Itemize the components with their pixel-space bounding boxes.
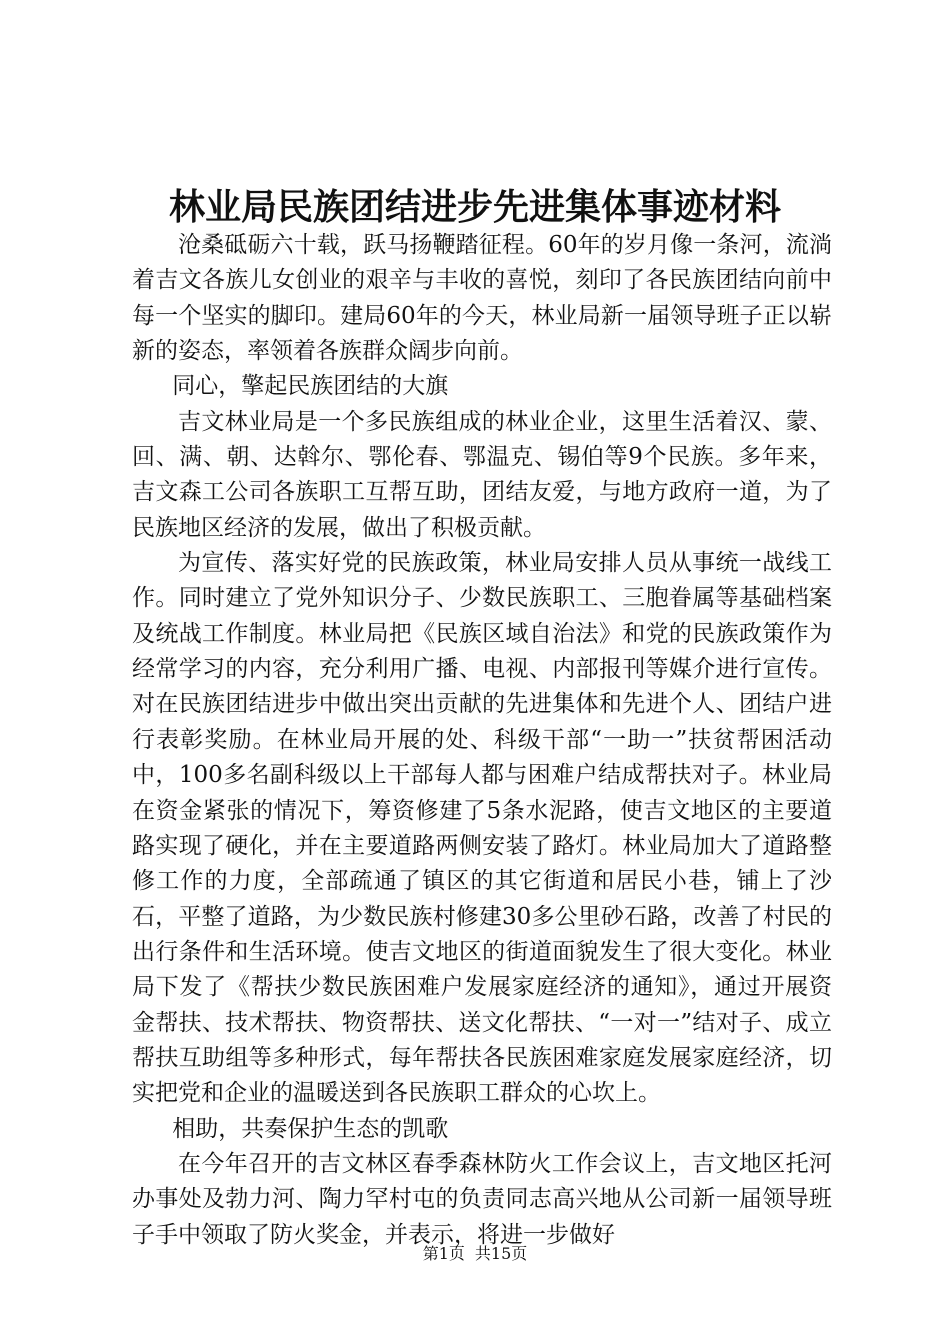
section-heading-ecology: 相助，共奏保护生态的凯歌 xyxy=(172,1115,449,1142)
paragraph-intro: 沧桑砥砺六十载，跃马扬鞭踏征程。60年的岁月像一条河，流淌着吉文各族儿女创业的艰辛与丰收的喜悦，刻印了各民族团结向前中每一个坚实的脚印。建局60年的今天，林业局新一届领导班子正以崭新的姿态，率领着各族群众阔步向前。 xyxy=(132,232,832,365)
paragraph-fire-prevention: 在今年召开的吉文林区春季森林防火工作会议上，吉文地区托河办事处及勃力河、陶力罕村屯的负责同志高兴地从公司新一届领导班子手中领取了防火奖金，并表示，将进一步做好 xyxy=(132,1150,832,1248)
document-title: 林业局民族团结进步先进集体事迹材料 xyxy=(168,186,781,228)
section-heading-unity: 同心，擎起民族团结的大旗 xyxy=(172,373,449,400)
page-footer xyxy=(0,1243,950,1265)
paragraph-ethnic-groups: 吉文林业局是一个多民族组成的林业企业，这里生活着汉、蒙、回、满、朝、达斡尔、鄂伦春、鄂温克、锡伯等9个民族。多年来，吉文森工公司各族职工互帮互助，团结友爱，与地方政府一道，为了民族地区经济的发展，做出了积极贡献。 xyxy=(132,408,832,541)
page-total: 共15页 xyxy=(474,1244,528,1263)
paragraph-policy-work: 为宣传、落实好党的民族政策，林业局安排人员从事统一战线工作。同时建立了党外知识分子、少数民族职工、三胞眷属等基础档案及统战工作制度。林业局把《民族区域自治法》和党的民族政策作为经常学习的内容，充分利用广播、电视、内部报刊等媒介进行宣传。对在民族团结进步中做出突出贡献的先进集体和先进个人、团结户进行表彰奖励。在林业局开展的处、科级干部“一助一”扶贫帮困活动中，100多名副科级以上干部每人都与困难户结成帮扶对子。林业局在资金紧张的情况下，筹资修建了5条水泥路，使吉文地区的主要道路实现了硬化，并在主要道路两侧安装了路灯。林业局加大了道路整修工作的力度，全部疏通了镇区的其它街道和居民小巷，铺上了沙石，平整了道路，为少数民族村修建30多公里砂石路，改善了村民的出行条件和生活环境。使吉文地区的街道面貌发生了很大变化。林业局下发了《帮扶少数民族困难户发展家庭经济的通知》，通过开展资金帮扶、技术帮扶、物资帮扶、送文化帮扶、“一对一”结对子、成立帮扶互助组等多种形式，每年帮扶各民族困难家庭发展家庭经济，切实把党和企业的温暖送到各民族职工群众的心坎上。 xyxy=(132,550,832,1107)
document-body xyxy=(132,228,832,1253)
page-number: 第1页 xyxy=(422,1244,465,1263)
